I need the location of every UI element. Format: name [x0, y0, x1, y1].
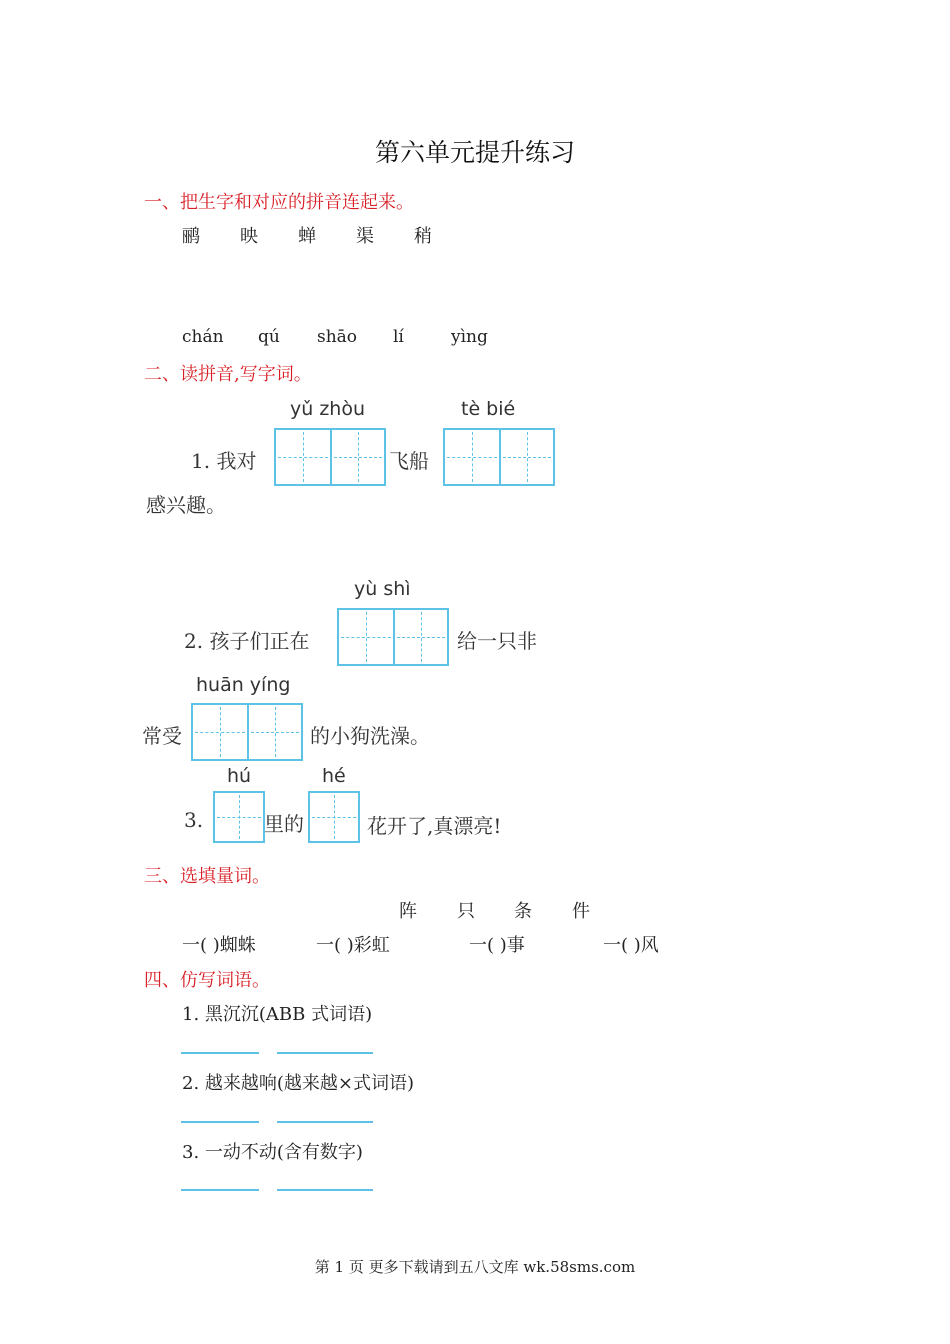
imitation-item: 3. 一动不动(含有数字) — [182, 1142, 363, 1163]
measure-word-option: 条 — [514, 901, 532, 922]
answer-line[interactable] — [181, 1189, 259, 1191]
question-text: 2. 孩子们正在 — [184, 629, 310, 653]
writing-cell[interactable] — [247, 705, 301, 759]
measure-word-option: 只 — [457, 901, 475, 922]
question-text: 感兴趣。 — [146, 493, 226, 517]
fill-item: 一( )彩虹 — [316, 935, 390, 956]
answer-line[interactable] — [181, 1121, 259, 1123]
pinyin-item: chán — [182, 327, 224, 347]
writing-grid[interactable] — [274, 428, 386, 486]
answer-line[interactable] — [277, 1189, 373, 1191]
pinyin-item: yìng — [451, 327, 488, 347]
writing-cell[interactable] — [310, 793, 358, 841]
writing-cell[interactable] — [339, 610, 393, 664]
char-item: 稍 — [414, 226, 432, 247]
char-item: 鹂 — [182, 226, 200, 247]
char-item: 渠 — [356, 226, 374, 247]
writing-cell[interactable] — [499, 430, 553, 484]
question-text: 飞船 — [389, 449, 429, 473]
fill-item: 一( )风 — [603, 935, 659, 956]
pinyin-hint: yǔ zhòu — [290, 398, 366, 420]
pinyin-hint: hú — [227, 765, 252, 787]
writing-grid[interactable] — [213, 791, 265, 843]
question-text: 花开了,真漂亮! — [367, 814, 502, 838]
writing-grid[interactable] — [337, 608, 449, 666]
measure-word-option: 件 — [572, 901, 590, 922]
fill-item: 一( )事 — [469, 935, 525, 956]
section-1-heading: 一、把生字和对应的拼音连起来。 — [144, 192, 414, 213]
writing-grid[interactable] — [191, 703, 303, 761]
pinyin-hint: tè bié — [461, 398, 516, 420]
pinyin-item: qú — [258, 327, 280, 347]
answer-line[interactable] — [181, 1052, 259, 1054]
page-title: 第六单元提升练习 — [374, 138, 575, 167]
writing-grid[interactable] — [443, 428, 555, 486]
imitation-item: 1. 黑沉沉(ABB 式词语) — [182, 1004, 373, 1025]
writing-cell[interactable] — [445, 430, 499, 484]
answer-line[interactable] — [277, 1052, 373, 1054]
question-text: 的小狗洗澡。 — [310, 724, 430, 748]
question-text: 里的 — [264, 812, 304, 836]
page-footer: 第 1 页 更多下载请到五八文库 wk.58sms.com — [314, 1258, 636, 1276]
question-text: 给一只非 — [457, 629, 537, 653]
question-text: 常受 — [142, 724, 182, 748]
answer-line[interactable] — [277, 1121, 373, 1123]
pinyin-hint: yù shì — [354, 578, 411, 600]
char-item: 蝉 — [298, 226, 316, 247]
writing-cell[interactable] — [393, 610, 447, 664]
question-text: 3. — [184, 808, 204, 832]
pinyin-item: lí — [393, 327, 404, 347]
section-3-heading: 三、选填量词。 — [144, 866, 270, 887]
fill-item: 一( )蜘蛛 — [182, 935, 256, 956]
pinyin-hint: hé — [322, 765, 346, 787]
pinyin-item: shāo — [317, 327, 358, 347]
char-item: 映 — [240, 226, 258, 247]
question-text: 1. 我对 — [191, 449, 257, 473]
writing-cell[interactable] — [276, 430, 330, 484]
writing-grid[interactable] — [308, 791, 360, 843]
writing-cell[interactable] — [193, 705, 247, 759]
measure-word-option: 阵 — [399, 901, 417, 922]
writing-cell[interactable] — [215, 793, 263, 841]
writing-cell[interactable] — [330, 430, 384, 484]
imitation-item: 2. 越来越响(越来越×式词语) — [182, 1073, 415, 1094]
pinyin-hint: huān yíng — [196, 674, 291, 696]
section-2-heading: 二、读拼音,写字词。 — [144, 364, 312, 385]
section-4-heading: 四、仿写词语。 — [144, 970, 270, 991]
